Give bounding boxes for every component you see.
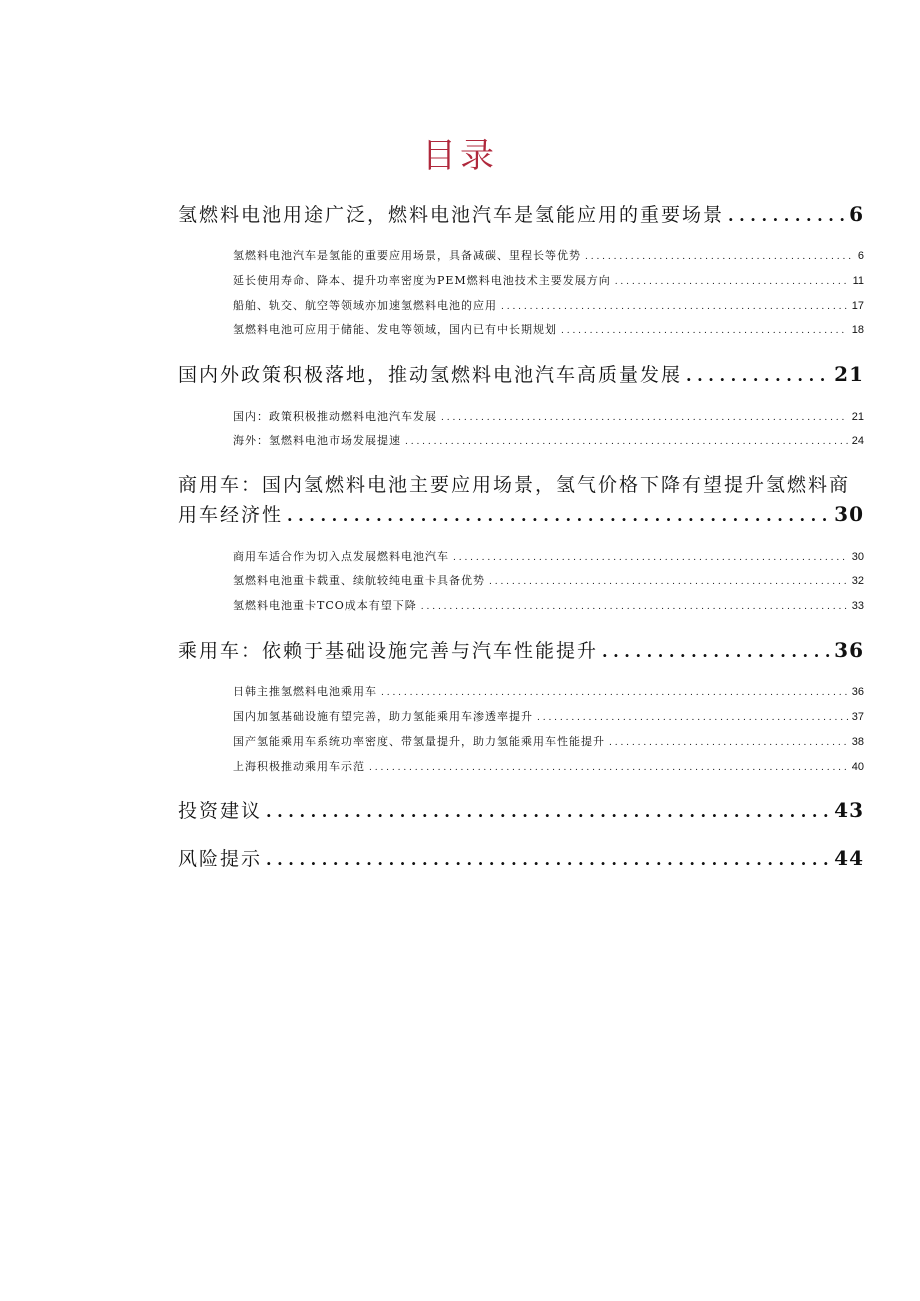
leader-dots	[609, 738, 848, 748]
leader-dots	[369, 763, 848, 773]
leader-dots	[585, 252, 854, 262]
toc-section-label: 乘用车：依赖于基础设施完善与汽车性能提升	[178, 640, 599, 662]
toc-section-page: 43	[834, 798, 864, 822]
leader-dots	[489, 577, 848, 587]
toc-section-3[interactable]	[178, 500, 864, 527]
toc-item-page: 40	[851, 761, 864, 773]
toc-item-label: 氢燃料电池可应用于储能、发电等领域，国内已有中长期规划	[233, 323, 557, 336]
toc-item-page: 37	[851, 711, 864, 723]
toc-item-3-3[interactable]	[233, 597, 864, 613]
toc-item-page: 33	[851, 600, 864, 612]
leader-dots	[686, 366, 830, 385]
toc-item-2-2[interactable]	[233, 432, 864, 448]
toc-item-label: 国产氢能乘用车系统功率密度、带氢量提升，助力氢能乘用车性能提升	[233, 735, 605, 748]
leader-dots	[441, 413, 848, 423]
toc-section-page: 6	[849, 202, 864, 226]
leader-dots	[266, 802, 830, 821]
toc-item-1-2[interactable]	[233, 272, 864, 288]
toc-item-3-2[interactable]	[233, 572, 864, 588]
toc-item-1-3[interactable]	[233, 297, 864, 313]
toc-item-4-1[interactable]	[233, 683, 864, 699]
toc-item-label: 商用车适合作为切入点发展燃料电池汽车	[233, 550, 449, 563]
leader-dots	[421, 602, 848, 612]
toc-section-label: 氢燃料电池用途广泛，燃料电池汽车是氢能应用的重要场景	[178, 204, 725, 226]
toc-item-4-3[interactable]	[233, 733, 864, 749]
toc-section-page: 44	[834, 846, 864, 870]
toc-item-4-4[interactable]	[233, 758, 864, 774]
leader-dots	[381, 688, 848, 698]
toc-item-label: 氢燃料电池重卡载重、续航较纯电重卡具备优势	[233, 574, 485, 587]
toc-section-5[interactable]	[178, 796, 864, 823]
toc-section-label: 投资建议	[178, 800, 263, 822]
leader-dots	[615, 277, 849, 287]
toc-section-page: 30	[834, 502, 864, 526]
toc-item-label: 氢燃料电池汽车是氢能的重要应用场景，具备减碳、里程长等优势	[233, 249, 581, 262]
toc-item-label: 日韩主推氢燃料电池乘用车	[233, 685, 377, 698]
leader-dots	[602, 642, 830, 661]
toc-item-page: 36	[851, 686, 864, 698]
toc-item-page: 24	[851, 435, 864, 447]
toc-title: 目录	[422, 136, 498, 176]
toc-item-page: 11	[852, 275, 864, 287]
toc-section-2[interactable]	[178, 360, 864, 387]
leader-dots	[266, 850, 830, 869]
toc-item-3-1[interactable]	[233, 548, 864, 564]
toc-item-page: 21	[851, 411, 864, 423]
leader-dots	[287, 506, 830, 525]
toc-section-label: 用车经济性	[178, 504, 284, 526]
toc-section-3-line1[interactable]: 商用车：国内氢燃料电池主要应用场景，氢气价格下降有望提升氢燃料商	[178, 474, 851, 496]
toc-item-label: 船舶、轨交、航空等领域亦加速氢燃料电池的应用	[233, 299, 497, 312]
leader-dots	[501, 302, 848, 312]
toc-item-label: 上海积极推动乘用车示范	[233, 760, 365, 773]
toc-item-page: 17	[851, 300, 864, 312]
leader-dots	[405, 437, 848, 447]
toc-section-label: 国内外政策积极落地，推动氢燃料电池汽车高质量发展	[178, 364, 683, 386]
toc-item-label: 氢燃料电池重卡TCO成本有望下降	[233, 599, 417, 612]
toc-item-1-4[interactable]	[233, 321, 864, 337]
toc-item-page: 6	[857, 250, 864, 262]
toc-item-1-1[interactable]	[233, 247, 864, 263]
toc-item-label: 国内加氢基础设施有望完善，助力氢能乘用车渗透率提升	[233, 710, 533, 723]
toc-section-4[interactable]	[178, 636, 864, 663]
leader-dots	[561, 326, 848, 336]
toc-item-label: 国内：政策积极推动燃料电池汽车发展	[233, 410, 437, 423]
toc-section-6[interactable]	[178, 844, 864, 871]
toc-section-page: 21	[834, 362, 864, 386]
toc-item-page: 18	[851, 324, 864, 336]
toc-section-label: 风险提示	[178, 848, 263, 870]
toc-item-page: 38	[851, 736, 864, 748]
toc-item-4-2[interactable]	[233, 708, 864, 724]
leader-dots	[453, 553, 848, 563]
toc-section-1[interactable]	[178, 200, 864, 227]
toc-item-2-1[interactable]	[233, 408, 864, 424]
leader-dots	[728, 206, 845, 225]
leader-dots	[537, 713, 848, 723]
toc-item-label: 海外：氢燃料电池市场发展提速	[233, 434, 401, 447]
toc-item-page: 30	[851, 551, 864, 563]
toc-section-page: 36	[834, 638, 864, 662]
toc-item-page: 32	[851, 575, 864, 587]
toc-item-label: 延长使用寿命、降本、提升功率密度为PEM燃料电池技术主要发展方向	[233, 274, 611, 287]
